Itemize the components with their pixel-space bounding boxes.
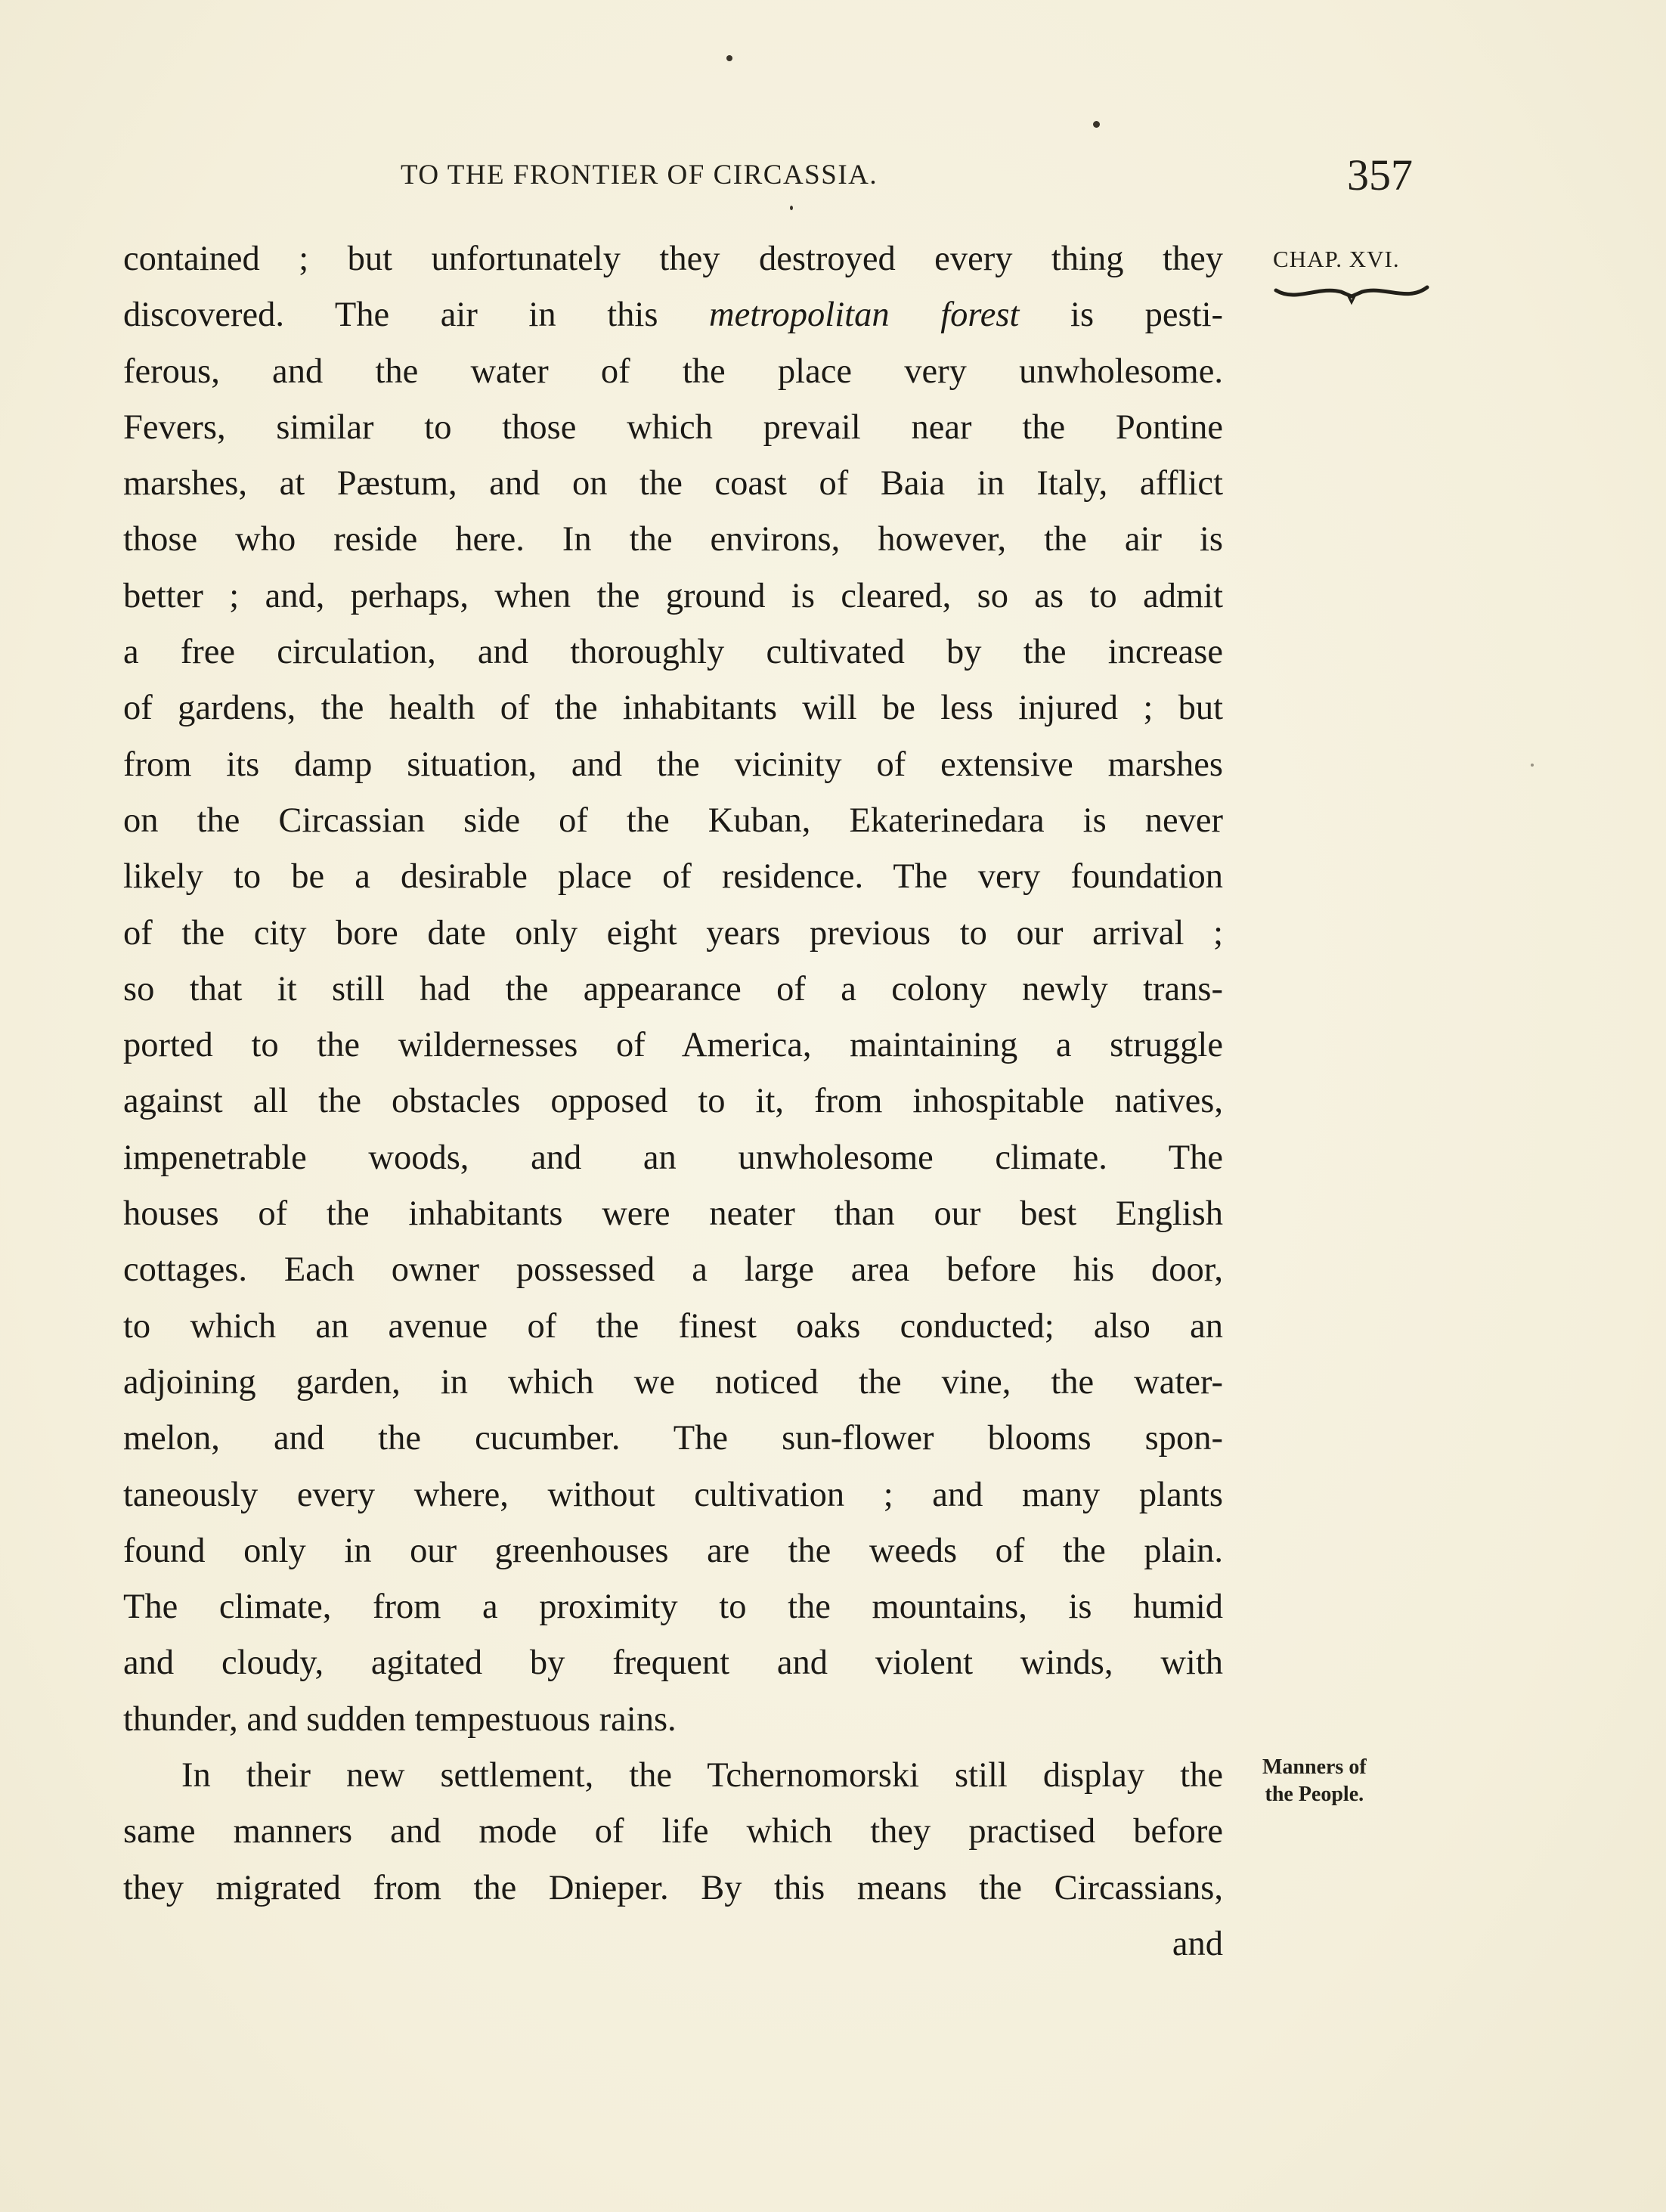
text-line: of the city bore date only eight years previous to our arrival ; [123,913,1223,953]
text-line: found only in our greenhouses are the weeds of the plain. [123,1531,1223,1570]
text-line: on the Circassian side of the Kuban, Ekaterinedara is never [123,801,1223,840]
italic-phrase: metropolitan forest [709,296,1020,335]
ink-speck [726,55,732,61]
text-line: cottages. Each owner possessed a large area before his door, [123,1250,1223,1290]
text-line: impenetrable woods, and an unwholesome climate. The [123,1138,1223,1177]
margin-note [1262,1754,1367,1808]
text-line: ferous, and the water of the place very unwholesome. [123,352,1223,391]
text-line: those who reside here. In the environs, however, the air is [123,520,1223,559]
ink-speck [1531,764,1534,767]
text-segment: is pesti- [1019,296,1223,335]
catchword: and [1172,1924,1223,1963]
page-number: 357 [1347,150,1413,200]
text-line: they migrated from the Dnieper. By this means the Circassians, [123,1868,1223,1907]
text-line: Fevers, similar to those which prevail near the Pontine [123,407,1223,447]
ornament-flourish [1273,280,1430,307]
text-line: likely to be a desirable place of residence. The very foundation [123,857,1223,897]
text-line: melon, and the cucumber. The sun-flower blooms spon- [123,1419,1223,1458]
text-line: houses of the inhabitants were neater than our best English [123,1194,1223,1234]
text-line: better ; and, perhaps, when the ground is cleared, so as to admit [123,576,1223,615]
text-line: same manners and mode of life which they practised before [123,1812,1223,1851]
text-line: marshes, at Pæstum, and on the coast of Baia in Italy, afflict [123,464,1223,503]
text-segment: discovered. The air in this [123,296,710,335]
text-line: from its damp situation, and the vicinity of extensive marshes [123,745,1223,784]
margin-note-line: the People. [1265,1783,1364,1806]
text-line: a free circulation, and thoroughly cultivated by the increase [123,633,1223,672]
margin-note-line: Manners of [1262,1755,1367,1779]
ink-speck [790,206,793,210]
text-line: adjoining garden, in which we noticed the vine, the water- [123,1362,1223,1402]
text-line: thunder, and sudden tempestuous rains. [123,1699,677,1739]
text-line: against all the obstacles opposed to it, from inhospitable natives, [123,1082,1223,1121]
text-line: and cloudy, agitated by frequent and violent winds, with [123,1644,1223,1683]
ink-speck [1093,121,1100,128]
body-text [123,231,1223,1972]
paragraph-start-line: In their new settlement, the Tchernomorski still display the [181,1756,1223,1795]
text-line-italic [123,287,1223,343]
text-line: of gardens, the health of the inhabitants will be less injured ; but [123,689,1223,728]
text-line: contained ; but unfortunately they destroyed every thing they [123,240,1223,278]
text-line: so that it still had the appearance of a colony newly trans- [123,969,1223,1008]
text-line: The climate, from a proximity to the mountains, is humid [123,1588,1223,1627]
chapter-label: CHAP. XVI. [1273,246,1400,272]
text-line: ported to the wildernesses of America, maintaining a struggle [123,1026,1223,1065]
text-line: taneously every where, without cultivation ; and many plants [123,1475,1223,1514]
running-head: TO THE FRONTIER OF CIRCASSIA. [401,160,878,191]
text-line: to which an avenue of the finest oaks conducted; also an [123,1306,1223,1346]
